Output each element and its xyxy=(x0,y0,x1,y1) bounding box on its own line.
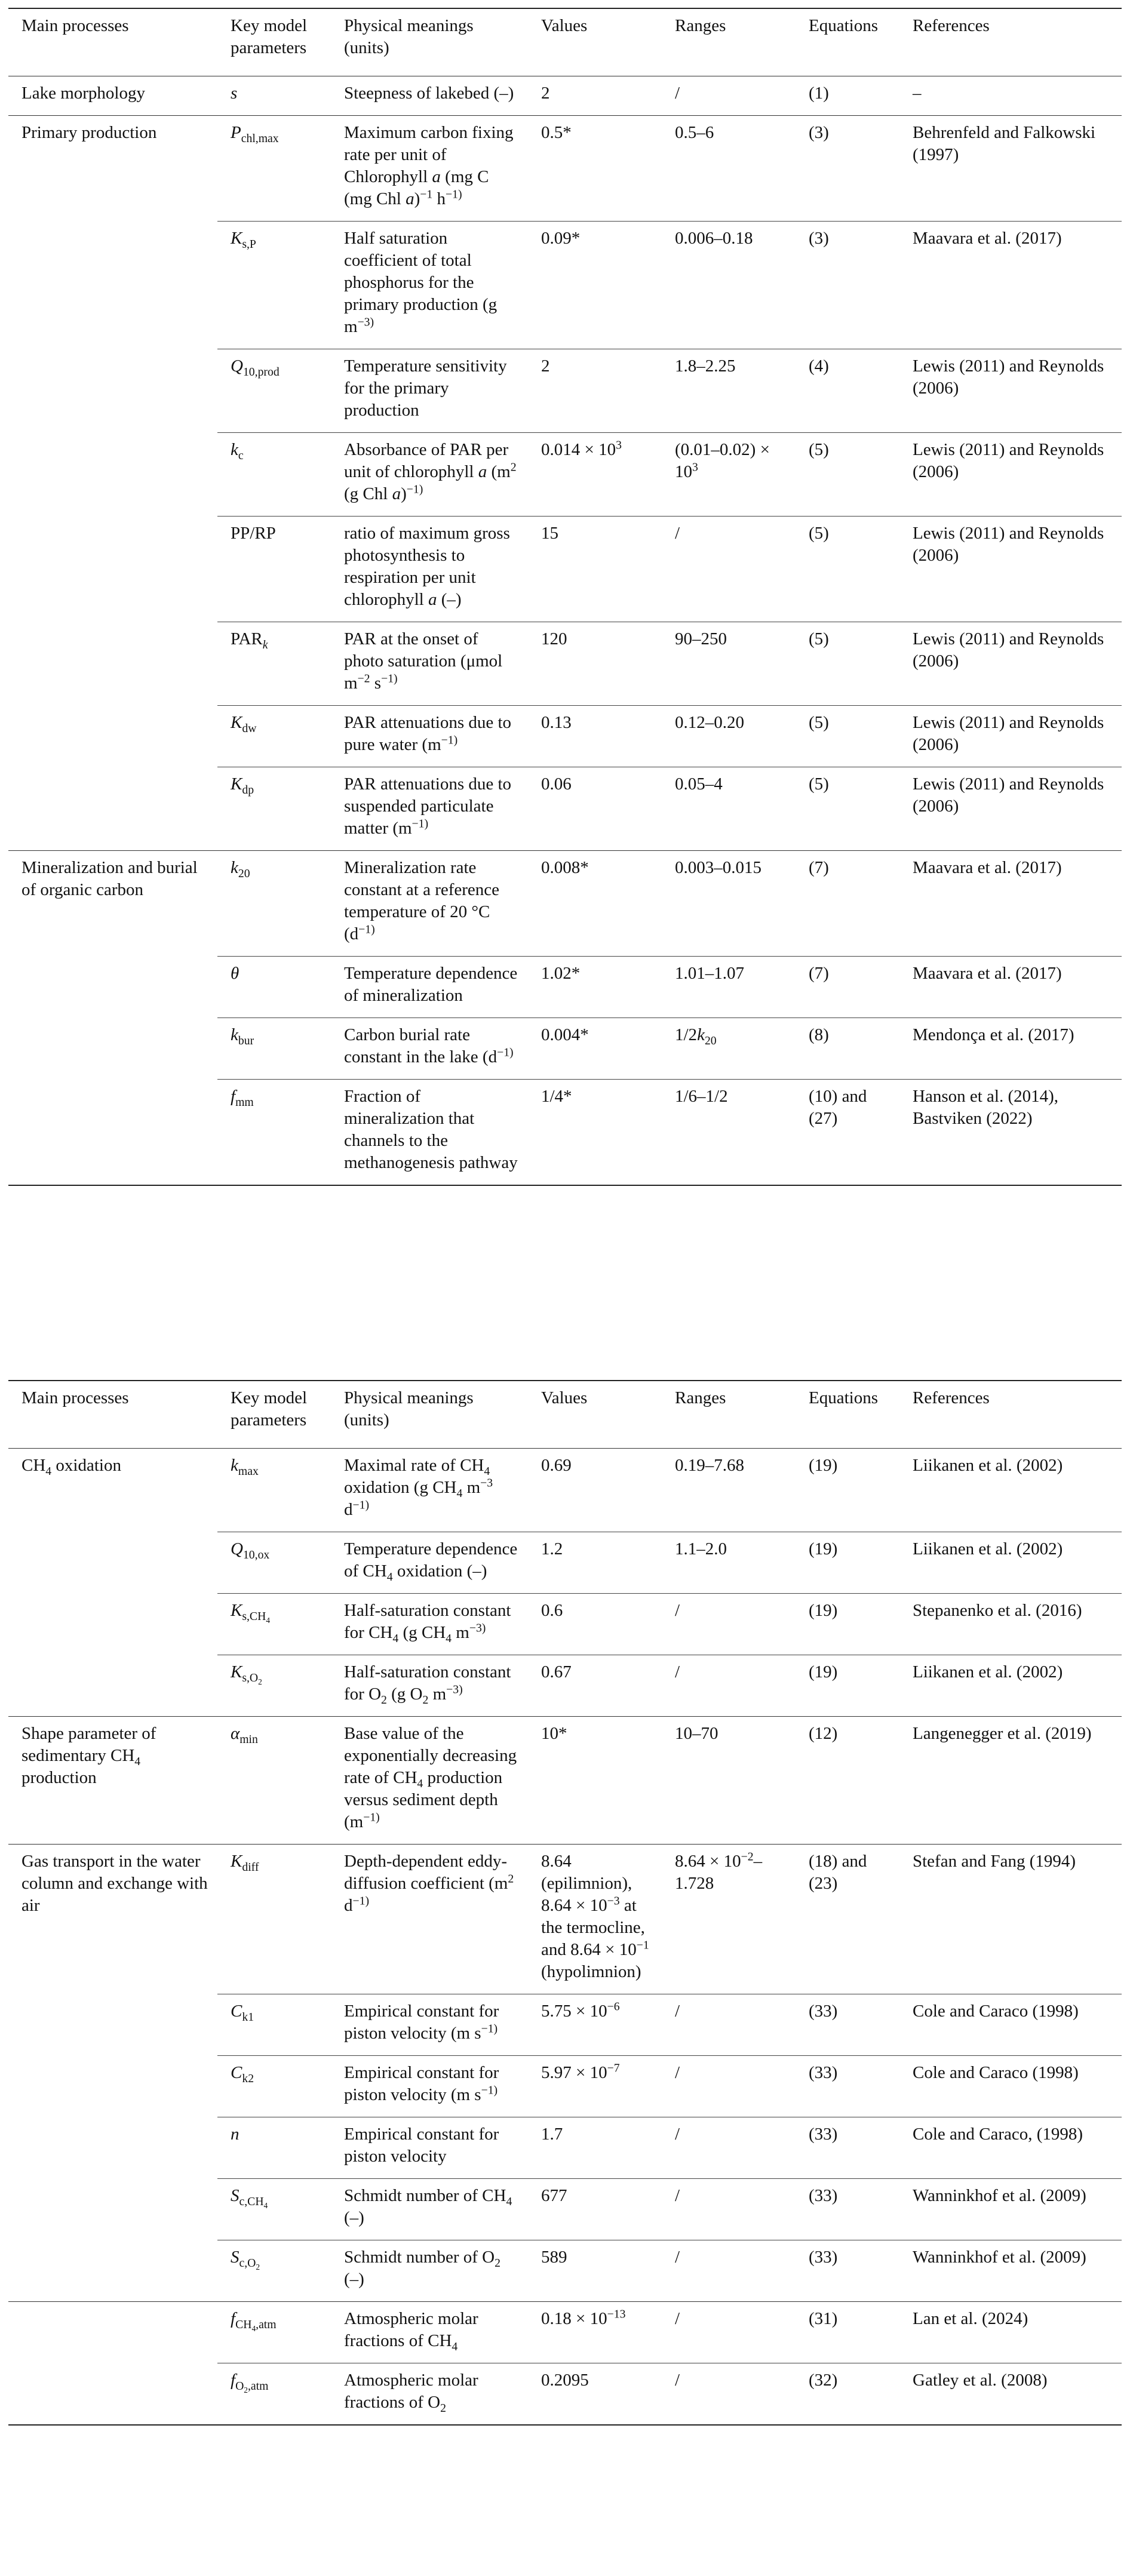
group-cell xyxy=(8,1080,217,1186)
group-cell xyxy=(8,2179,217,2240)
equation-cell: (7) xyxy=(796,957,899,1018)
meaning-cell: PAR at the onset of photo saturation (μmol $m^{-2}$ $s^{-1)}$ xyxy=(331,622,528,706)
group-cell xyxy=(8,222,217,349)
meaning-cell: Atmospheric molar fractions of $O_2$ xyxy=(331,2363,528,2426)
reference-cell: Mendonça et al. (2017) xyxy=(899,1018,1122,1080)
range-cell: / xyxy=(662,517,796,622)
range-cell: 0.006–0.18 xyxy=(662,222,796,349)
meaning-cell: PAR attenuations due to suspended particulate matter ($m^{-1)}$ xyxy=(331,767,528,851)
meaning-cell: Half saturation coefficient of total phosphorus for the primary production (g $m^{-3)}$ xyxy=(331,222,528,349)
meaning-cell: Maximal rate of $CH_4$ oxidation (g $CH_4$ $m^{-3}$ $d^{-1)}$ xyxy=(331,1449,528,1532)
value-cell: 0.6 xyxy=(528,1594,662,1655)
equation-cell: (5) xyxy=(796,517,899,622)
group-cell xyxy=(8,349,217,433)
table-row xyxy=(8,1717,1122,1845)
equation-cell: (19) xyxy=(796,1449,899,1532)
equation-cell: (19) xyxy=(796,1532,899,1594)
reference-cell: Stefan and Fang (1994) xyxy=(899,1845,1122,1994)
table-row xyxy=(8,1655,1122,1717)
value-cell: 0.008* xyxy=(528,851,662,957)
group-cell xyxy=(8,2056,217,2117)
param-cell: $Q_{10,prod}$ xyxy=(217,349,331,433)
meaning-cell: Temperature sensitivity for the primary production xyxy=(331,349,528,433)
table-row xyxy=(8,851,1122,957)
meaning-cell: Empirical constant for piston velocity (m $s^{-1)}$ xyxy=(331,1994,528,2056)
reference-cell: Liikanen et al. (2002) xyxy=(899,1449,1122,1532)
value-cell: $5.75 \times 10^{-6}$ xyxy=(528,1994,662,2056)
value-cell: $0.18 \times 10^{-13}$ xyxy=(528,2302,662,2363)
table-row xyxy=(8,957,1122,1018)
param-cell: s xyxy=(217,76,331,116)
param-cell: $S_{c,CH_4}$ xyxy=(217,2179,331,2240)
param-cell: $K_{diff}$ xyxy=(217,1845,331,1994)
table-row xyxy=(8,2117,1122,2179)
meaning-cell: Mineralization rate constant at a reference temperature of 20 °C ($d^{-1)}$ xyxy=(331,851,528,957)
value-cell: 1.2 xyxy=(528,1532,662,1594)
meaning-cell: Half-saturation constant for $O_2$ (g $O_2$ $m^{-3)}$ xyxy=(331,1655,528,1717)
table-row xyxy=(8,2363,1122,2426)
column-header: Equations xyxy=(796,1381,899,1449)
param-cell: $K_{s,CH_4}$ xyxy=(217,1594,331,1655)
param-cell: PP/RP xyxy=(217,517,331,622)
group-cell: Mineralization and burial of organic carbon xyxy=(8,851,217,957)
range-cell: / xyxy=(662,2240,796,2302)
parameter-table-2 xyxy=(8,1380,1122,2426)
column-header: Key model parameters xyxy=(217,1381,331,1449)
meaning-cell: Schmidt number of $CH_4$ (–) xyxy=(331,2179,528,2240)
meaning-cell: Temperature dependence of mineralization xyxy=(331,957,528,1018)
param-cell: $K_{dw}$ xyxy=(217,706,331,767)
value-cell: $0.014 \times 10^3$ xyxy=(528,433,662,517)
reference-cell: Maavara et al. (2017) xyxy=(899,222,1122,349)
reference-cell: Hanson et al. (2014), Bastviken (2022) xyxy=(899,1080,1122,1186)
equation-cell: (33) xyxy=(796,2117,899,2179)
meaning-cell: Fraction of mineralization that channels to the methanogenesis pathway xyxy=(331,1080,528,1186)
value-cell: 2 xyxy=(528,349,662,433)
param-cell: $k_{bur}$ xyxy=(217,1018,331,1080)
range-cell: / xyxy=(662,1594,796,1655)
param-cell: $K_{s,O_2}$ xyxy=(217,1655,331,1717)
meaning-cell: Atmospheric molar fractions of $CH_4$ xyxy=(331,2302,528,2363)
range-cell: $(0.01-0.02) \times 10^3$ xyxy=(662,433,796,517)
meaning-cell: Maximum carbon fixing rate per unit of Chlorophyll a (mg C (mg Chl a)$^{-1}$ $h^{-1)}$ xyxy=(331,116,528,222)
reference-cell: Langenegger et al. (2019) xyxy=(899,1717,1122,1845)
meaning-cell: Carbon burial rate constant in the lake ($d^{-1)}$ xyxy=(331,1018,528,1080)
equation-cell: (5) xyxy=(796,433,899,517)
range-cell: 1.8–2.25 xyxy=(662,349,796,433)
reference-cell: Stepanenko et al. (2016) xyxy=(899,1594,1122,1655)
table-row xyxy=(8,433,1122,517)
equation-cell: (3) xyxy=(796,116,899,222)
range-cell: / xyxy=(662,2117,796,2179)
table-row xyxy=(8,517,1122,622)
param-cell: θ xyxy=(217,957,331,1018)
equation-cell: (33) xyxy=(796,2056,899,2117)
equation-cell: (10) and (27) xyxy=(796,1080,899,1186)
param-cell: $C_{k1}$ xyxy=(217,1994,331,2056)
reference-cell: Cole and Caraco (1998) xyxy=(899,1994,1122,2056)
equation-cell: (3) xyxy=(796,222,899,349)
range-cell: 0.05–4 xyxy=(662,767,796,851)
meaning-cell: PAR attenuations due to pure water ($m^{-1)}$ xyxy=(331,706,528,767)
range-cell: / xyxy=(662,76,796,116)
group-cell: Lake morphology xyxy=(8,76,217,116)
table-row xyxy=(8,2302,1122,2363)
parameter-table-1 xyxy=(8,8,1122,1186)
equation-cell: (5) xyxy=(796,622,899,706)
value-cell: 10* xyxy=(528,1717,662,1845)
value-cell: 1.7 xyxy=(528,2117,662,2179)
value-cell: 589 xyxy=(528,2240,662,2302)
group-cell xyxy=(8,1994,217,2056)
table-body xyxy=(8,1449,1122,2426)
table-row xyxy=(8,116,1122,222)
meaning-cell: ratio of maximum gross photosynthesis to respiration per unit chlorophyll a (–) xyxy=(331,517,528,622)
group-cell xyxy=(8,2240,217,2302)
meaning-cell: Base value of the exponentially decreasing rate of $CH_4$ production versus sediment depth ($m^{-1)}$ xyxy=(331,1717,528,1845)
meaning-cell: Empirical constant for piston velocity (m $s^{-1)}$ xyxy=(331,2056,528,2117)
group-cell xyxy=(8,767,217,851)
column-header: References xyxy=(899,1381,1122,1449)
reference-cell: Maavara et al. (2017) xyxy=(899,851,1122,957)
value-cell: 0.13 xyxy=(528,706,662,767)
param-cell: $\alpha_{min}$ xyxy=(217,1717,331,1845)
group-cell xyxy=(8,706,217,767)
reference-cell: Cole and Caraco (1998) xyxy=(899,2056,1122,2117)
column-header: References xyxy=(899,8,1122,76)
table-row xyxy=(8,1532,1122,1594)
table-row xyxy=(8,349,1122,433)
table-row xyxy=(8,1594,1122,1655)
meaning-cell: Temperature dependence of $CH_4$ oxidation (–) xyxy=(331,1532,528,1594)
value-cell: 0.06 xyxy=(528,767,662,851)
param-cell: $k_c$ xyxy=(217,433,331,517)
column-header: Values xyxy=(528,8,662,76)
param-cell: $f_{mm}$ xyxy=(217,1080,331,1186)
reference-cell: Lan et al. (2024) xyxy=(899,2302,1122,2363)
column-header: Main processes xyxy=(8,1381,217,1449)
value-cell: 1/4* xyxy=(528,1080,662,1186)
equation-cell: (4) xyxy=(796,349,899,433)
group-cell: Gas transport in the water column and exchange with air xyxy=(8,1845,217,1994)
equation-cell: (33) xyxy=(796,2240,899,2302)
value-cell: 0.004* xyxy=(528,1018,662,1080)
reference-cell: Cole and Caraco, (1998) xyxy=(899,2117,1122,2179)
column-header: Key model parameters xyxy=(217,8,331,76)
meaning-cell: Absorbance of PAR per unit of chlorophyll a ($m^2$ (g Chl a)$^{-1)}$ xyxy=(331,433,528,517)
param-cell: $k_{20}$ xyxy=(217,851,331,957)
column-header: Physical meanings (units) xyxy=(331,1381,528,1449)
range-cell: / xyxy=(662,2179,796,2240)
value-cell: 0.5* xyxy=(528,116,662,222)
range-cell: $1/2k_{20}$ xyxy=(662,1018,796,1080)
range-cell: / xyxy=(662,2363,796,2426)
meaning-cell: Half-saturation constant for $CH_4$ (g $CH_4$ $m^{-3)}$ xyxy=(331,1594,528,1655)
param-cell: $PAR_k$ xyxy=(217,622,331,706)
value-cell: 15 xyxy=(528,517,662,622)
group-cell: $CH_4$ oxidation xyxy=(8,1449,217,1532)
column-header: Ranges xyxy=(662,1381,796,1449)
header-row xyxy=(8,8,1122,76)
column-header: Equations xyxy=(796,8,899,76)
group-cell xyxy=(8,2117,217,2179)
column-header: Main processes xyxy=(8,8,217,76)
range-cell: 0.12–0.20 xyxy=(662,706,796,767)
group-cell xyxy=(8,433,217,517)
group-cell xyxy=(8,517,217,622)
table-row xyxy=(8,622,1122,706)
range-cell: / xyxy=(662,2302,796,2363)
table-row xyxy=(8,222,1122,349)
equation-cell: (32) xyxy=(796,2363,899,2426)
value-cell: $5.97 \times 10^{-7}$ xyxy=(528,2056,662,2117)
group-cell: Shape parameter of sedimentary $CH_4$ production xyxy=(8,1717,217,1845)
group-cell xyxy=(8,2302,217,2363)
equation-cell: (33) xyxy=(796,1994,899,2056)
reference-cell: Maavara et al. (2017) xyxy=(899,957,1122,1018)
value-cell: 0.69 xyxy=(528,1449,662,1532)
range-cell: 0.19–7.68 xyxy=(662,1449,796,1532)
group-cell xyxy=(8,2363,217,2426)
table-body xyxy=(8,76,1122,1186)
table-row xyxy=(8,706,1122,767)
param-cell: $K_{dp}$ xyxy=(217,767,331,851)
table-row xyxy=(8,1449,1122,1532)
table-row xyxy=(8,1018,1122,1080)
reference-cell: Lewis (2011) and Reynolds (2006) xyxy=(899,767,1122,851)
group-cell xyxy=(8,1655,217,1717)
equation-cell: (19) xyxy=(796,1655,899,1717)
reference-cell: Lewis (2011) and Reynolds (2006) xyxy=(899,349,1122,433)
header-row xyxy=(8,1381,1122,1449)
group-cell xyxy=(8,957,217,1018)
range-cell: $8.64 \times 10^{-2}-1.728$ xyxy=(662,1845,796,1994)
equation-cell: (33) xyxy=(796,2179,899,2240)
value-cell: 1.02* xyxy=(528,957,662,1018)
reference-cell: Lewis (2011) and Reynolds (2006) xyxy=(899,517,1122,622)
equation-cell: (7) xyxy=(796,851,899,957)
reference-cell: Gatley et al. (2008) xyxy=(899,2363,1122,2426)
table-row xyxy=(8,76,1122,116)
reference-cell: Wanninkhof et al. (2009) xyxy=(899,2179,1122,2240)
param-cell: $f_{O_2,atm}$ xyxy=(217,2363,331,2426)
table-row xyxy=(8,2179,1122,2240)
equation-cell: (12) xyxy=(796,1717,899,1845)
range-cell: / xyxy=(662,2056,796,2117)
column-header: Physical meanings (units) xyxy=(331,8,528,76)
table-header xyxy=(8,8,1122,76)
group-cell xyxy=(8,1532,217,1594)
value-cell: 677 xyxy=(528,2179,662,2240)
equation-cell: (31) xyxy=(796,2302,899,2363)
value-cell: 2 xyxy=(528,76,662,116)
reference-cell: Behrenfeld and Falkowski (1997) xyxy=(899,116,1122,222)
equation-cell: (8) xyxy=(796,1018,899,1080)
range-cell: 1/6–1/2 xyxy=(662,1080,796,1186)
range-cell: 1.01–1.07 xyxy=(662,957,796,1018)
range-cell: 90–250 xyxy=(662,622,796,706)
range-cell: / xyxy=(662,1655,796,1717)
range-cell: 0.5–6 xyxy=(662,116,796,222)
param-cell: $K_{s,P}$ xyxy=(217,222,331,349)
range-cell: / xyxy=(662,1994,796,2056)
reference-cell: Liikanen et al. (2002) xyxy=(899,1655,1122,1717)
equation-cell: (5) xyxy=(796,767,899,851)
meaning-cell: Depth-dependent eddy-diffusion coefficient ($m^2$ $d^{-1)}$ xyxy=(331,1845,528,1994)
table-row xyxy=(8,1080,1122,1186)
param-cell: $Q_{10,ox}$ xyxy=(217,1532,331,1594)
group-cell xyxy=(8,1594,217,1655)
table-row xyxy=(8,767,1122,851)
value-cell: 0.67 xyxy=(528,1655,662,1717)
column-header: Ranges xyxy=(662,8,796,76)
reference-cell: Lewis (2011) and Reynolds (2006) xyxy=(899,622,1122,706)
reference-cell: Liikanen et al. (2002) xyxy=(899,1532,1122,1594)
meaning-cell: Empirical constant for piston velocity xyxy=(331,2117,528,2179)
range-cell: 10–70 xyxy=(662,1717,796,1845)
column-header: Values xyxy=(528,1381,662,1449)
table-row xyxy=(8,1994,1122,2056)
param-cell: $f_{CH_4,atm}$ xyxy=(217,2302,331,2363)
equation-cell: (18) and (23) xyxy=(796,1845,899,1994)
value-cell: 120 xyxy=(528,622,662,706)
meaning-cell: Schmidt number of $O_2$ (–) xyxy=(331,2240,528,2302)
table-header xyxy=(8,1381,1122,1449)
table-row xyxy=(8,1845,1122,1994)
param-cell: $k_{max}$ xyxy=(217,1449,331,1532)
table-row xyxy=(8,2240,1122,2302)
reference-cell: Lewis (2011) and Reynolds (2006) xyxy=(899,706,1122,767)
param-cell: $C_{k2}$ xyxy=(217,2056,331,2117)
range-cell: 0.003–0.015 xyxy=(662,851,796,957)
value-cell: 0.2095 xyxy=(528,2363,662,2426)
equation-cell: (1) xyxy=(796,76,899,116)
range-cell: 1.1–2.0 xyxy=(662,1532,796,1594)
equation-cell: (19) xyxy=(796,1594,899,1655)
group-cell xyxy=(8,622,217,706)
table-row xyxy=(8,2056,1122,2117)
param-cell: $P_{chl,max}$ xyxy=(217,116,331,222)
value-cell: 0.09* xyxy=(528,222,662,349)
reference-cell: – xyxy=(899,76,1122,116)
meaning-cell: Steepness of lakebed (–) xyxy=(331,76,528,116)
param-cell: n xyxy=(217,2117,331,2179)
group-cell: Primary production xyxy=(8,116,217,222)
equation-cell: (5) xyxy=(796,706,899,767)
reference-cell: Lewis (2011) and Reynolds (2006) xyxy=(899,433,1122,517)
group-cell xyxy=(8,1018,217,1080)
reference-cell: Wanninkhof et al. (2009) xyxy=(899,2240,1122,2302)
value-cell: 8.64 (epilimnion), $8.64 \times 10^{-3}$ at the termocline, and $8.64 \times 10^{-1}$ (hypolimnion) xyxy=(528,1845,662,1994)
param-cell: $S_{c,O_2}$ xyxy=(217,2240,331,2302)
